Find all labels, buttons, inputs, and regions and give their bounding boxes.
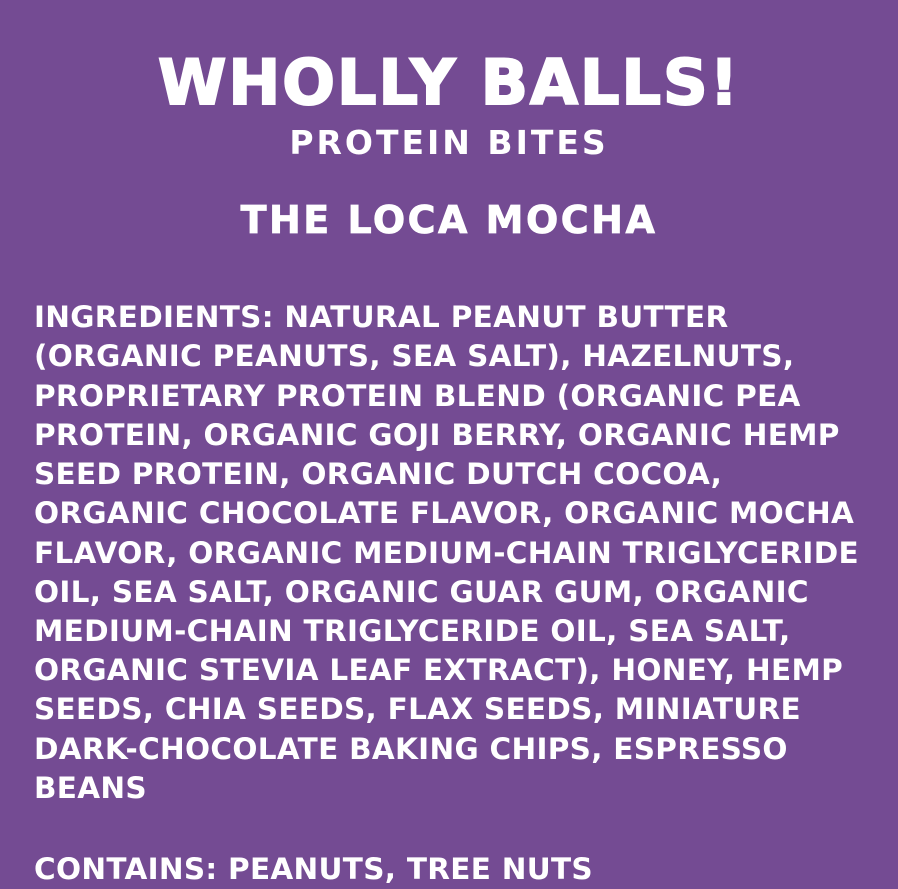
flavor-name: THE LOCA MOCHA: [240, 198, 658, 243]
brand-title: WHOLLY BALLS!: [157, 46, 740, 119]
allergen-contains-text: CONTAINS: PEANUTS, TREE NUTS: [34, 852, 593, 887]
ingredients-text: INGREDIENTS: NATURAL PEANUT BUTTER (ORGANIC PEANUTS, SEA SALT), HAZELNUTS, PROPRIETARY PROTEIN BLEND (ORGANIC PEA PROTEIN, ORGANIC GOJI BERRY, ORGANIC HEMP SEED PROTEIN, ORGANIC DUTCH COCOA, ORGANIC CHOCOLATE FLAVOR, ORGANIC MOCHA FLAVOR, ORGANIC MEDIUM-CHAIN TRIGLYCERIDE OIL, SEA SALT, ORGANIC GUAR GUM, ORGANIC MEDIUM-CHAIN TRIGLYCERIDE OIL, SEA SALT, ORGANIC STEVIA LEAF EXTRACT), HONEY, HEMP SEEDS, CHIA SEEDS, FLAX SEEDS, MINIATURE DARK-CHOCOLATE BAKING CHIPS, ESPRESSO BEANS: [34, 300, 859, 805]
product-subtitle: PROTEIN BITES: [289, 123, 609, 163]
